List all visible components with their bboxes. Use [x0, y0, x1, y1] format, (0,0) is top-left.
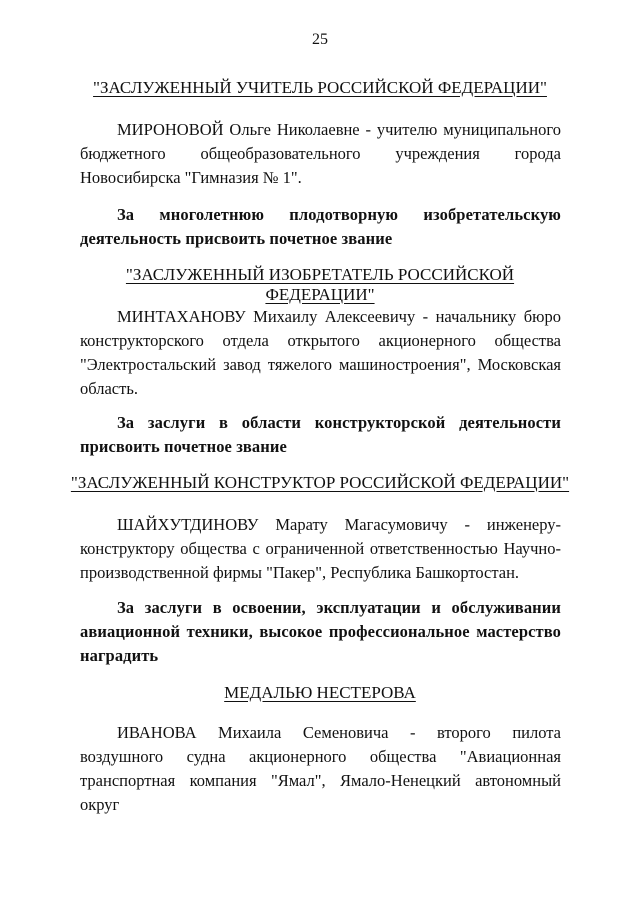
- decree-paragraph-inventor: За многолетнюю плодотворную изобретательскую деятельность присвоить почетное звание: [80, 205, 561, 248]
- page-number: 25: [312, 31, 328, 48]
- recipient-paragraph-mintakhanov: МИНТАХАНОВУ Михаилу Алексеевичу - начальнику бюро конструкторского отдела открытого акционерного общества "Электростальский завод тяжелого машиностроения", Московская область.: [80, 307, 561, 398]
- award-title-text: "ЗАСЛУЖЕННЫЙ ИЗОБРЕТАТЕЛЬ РОССИЙСКОЙ ФЕДЕРАЦИИ": [125, 265, 515, 304]
- award-title-text: "ЗАСЛУЖЕННЫЙ УЧИТЕЛЬ РОССИЙСКОЙ ФЕДЕРАЦИИ": [93, 78, 547, 97]
- recipient-paragraph-ivanov: ИВАНОВА Михаила Семеновича - второго пилота воздушного судна акционерного общества "Авиационная транспортная компания "Ямал", Ямало-Ненецкий автономный округ: [80, 723, 561, 814]
- award-title-nesterov-medal: [70, 683, 570, 703]
- decree-paragraph-constructor: За заслуги в области конструкторской деятельности присвоить почетное звание: [80, 413, 561, 456]
- award-title-inventor: [70, 265, 570, 305]
- recipient-paragraph-mironova: МИРОНОВОЙ Ольге Николаевне - учителю муниципального бюджетного общеобразовательного учреждения города Новосибирска "Гимназия № 1".: [80, 120, 561, 187]
- award-title-text: "ЗАСЛУЖЕННЫЙ КОНСТРУКТОР РОССИЙСКОЙ ФЕДЕРАЦИИ": [70, 473, 570, 492]
- award-title-constructor: [70, 473, 570, 493]
- award-title-text: МЕДАЛЬЮ НЕСТЕРОВА: [224, 683, 416, 702]
- award-title-teacher: [70, 78, 570, 98]
- decree-paragraph-nesterov-medal: За заслуги в освоении, эксплуатации и обслуживании авиационной техники, высокое профессиональное мастерство наградить: [80, 598, 561, 665]
- recipient-paragraph-shaikhutdinov: ШАЙХУТДИНОВУ Марату Магасумовичу - инженеру-конструктору общества с ограниченной ответственностью Научно-производственной фирмы "Пакер", Республика Башкортостан.: [80, 515, 561, 582]
